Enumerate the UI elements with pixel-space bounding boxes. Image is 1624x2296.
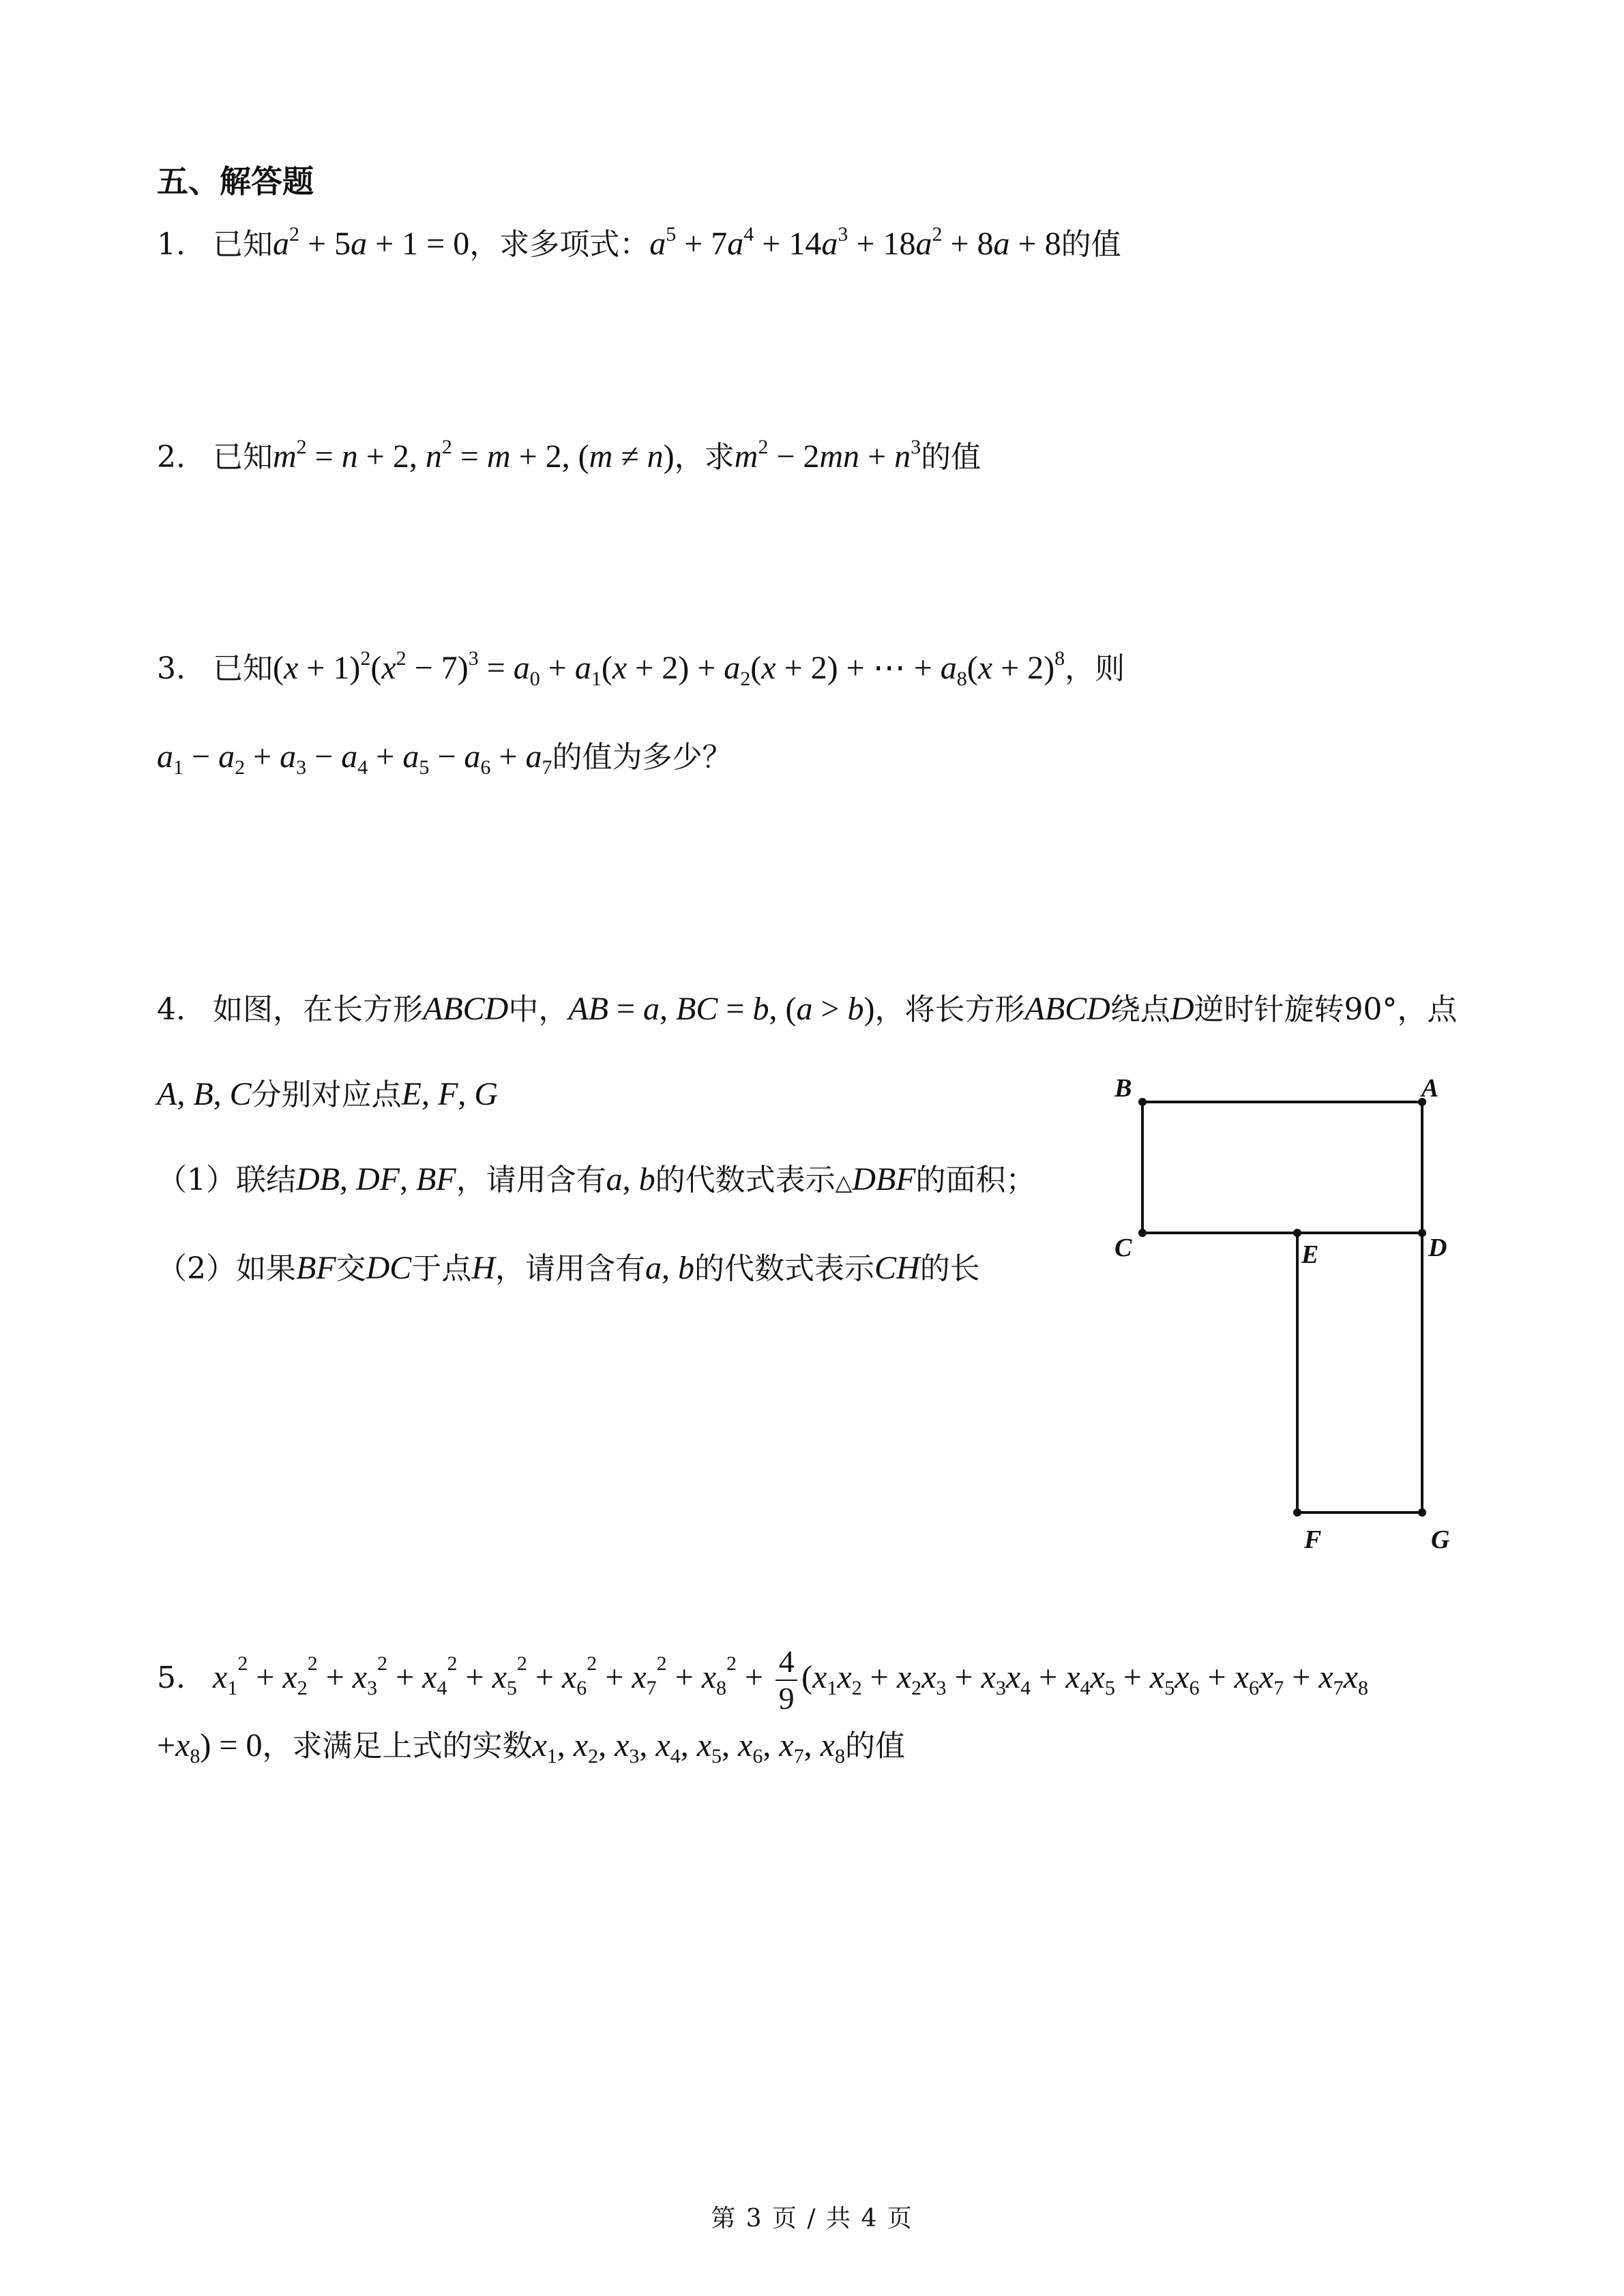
problem-text: 的值 — [1061, 227, 1121, 262]
problem-text: ，求多项式： — [469, 227, 650, 262]
problem-text: ，点 — [1397, 992, 1458, 1027]
label-d: D — [1428, 1234, 1447, 1262]
rectangle-efgd — [1297, 1233, 1422, 1512]
problem-text: 中， — [508, 992, 569, 1027]
problem-text: ，将长方形 — [874, 992, 1025, 1027]
problem-text: ，求 — [674, 440, 735, 475]
equation: $a^2 + 5a + 1 = 0$ — [273, 223, 470, 262]
problem-5 — [157, 1637, 1368, 1719]
problem-text: 已知 — [213, 440, 273, 475]
problem-number: 3. — [157, 651, 186, 686]
problem-4-q2: （2）如果BF交DC于点H，请用含有a, b的代数式表示CH的长 — [157, 1250, 980, 1286]
problem-text: ，则 — [1065, 651, 1125, 686]
problem-text: ，请用含有 — [456, 1163, 606, 1197]
problem-1 — [157, 224, 1121, 265]
equation: $m^2 = n + 2$, $n^2 = m + 2$, (m ≠ n) — [273, 436, 675, 475]
problem-number: 5. — [157, 1660, 186, 1695]
section-heading: 五、解答题 — [157, 163, 314, 200]
equation: $(x + 1)^2(x^2 - 7)^3 = a_0 + a_1(x + 2) + a_2(x + 2)$ + ⋯ + $a_8(x + 2)^8$ — [273, 647, 1065, 690]
problem-4: 4. 如图，在长方形ABCD中，AB = a, BC = b, (a > b)，将长方形ABCD绕点D逆时针旋转90°，点 — [157, 989, 1458, 1030]
problem-3 — [157, 648, 1125, 689]
problem-4-cont: A, B, C分别对应点E, F, G — [157, 1076, 498, 1112]
rectangle-figure — [1091, 1064, 1528, 1568]
problem-number: 2. — [157, 440, 186, 475]
problem-3-cont — [157, 736, 732, 778]
fraction: $\frac{4}{9}$ — [776, 1644, 797, 1716]
rectangle-abcd — [1142, 1102, 1422, 1233]
label-c: C — [1114, 1234, 1132, 1262]
problem-text: 的面积； — [915, 1163, 1036, 1197]
problem-text: 的值为多少？ — [552, 740, 733, 775]
problem-text: 交 — [336, 1251, 366, 1286]
problem-text: 的长 — [919, 1251, 980, 1286]
problem-text: 的代数式表示 — [655, 1163, 836, 1197]
problem-text: 的值 — [921, 440, 981, 475]
polynomial: $a^5 + 7a^4 + 14a^3 + 18a^2 + 8a + 8$ — [649, 223, 1061, 262]
problem-text: 已知 — [213, 651, 273, 686]
expression: $m^2 - 2mn + n^3$ — [734, 436, 921, 475]
problem-number: 1. — [157, 227, 186, 262]
problem-text: （2）如果 — [157, 1251, 296, 1286]
problem-text: 如图，在长方形 — [213, 992, 423, 1027]
label-e: E — [1301, 1240, 1319, 1269]
label-b: B — [1114, 1074, 1132, 1103]
problem-number: 4. — [157, 992, 186, 1027]
equation: $x_1^2 + x_2^2 + x_3^2 + x_4^2 + x_5^2 + x_6^2 + x_7^2 + x_8^2$ + $\frac{4}{9}$ ($x_1x_2 + x_2x_3 + x_3x_4 + x_4x_5 + x_5x_6 + x_6x_7 + x_7x_8$ — [213, 1643, 1368, 1716]
problem-text: 的代数式表示 — [694, 1251, 874, 1286]
problem-text: 逆时针旋转 — [1194, 992, 1344, 1027]
condition: AB = a, BC = b, (a > b) — [568, 991, 875, 1027]
problem-5-cont: $+x_8) = 0$，求满足上式的实数$x_1$, $x_2$, $x_3$, $x_4$, $x_5$, $x_6$, $x_7$, $x_8$的值 — [157, 1727, 905, 1768]
problem-text: ，请用含有 — [495, 1251, 645, 1286]
problem-text: 绕点 — [1110, 992, 1170, 1027]
problem-text: ，求满足上式的实数 — [262, 1729, 533, 1763]
problem-text: 分别对应点 — [251, 1077, 402, 1112]
problem-text: 于点 — [411, 1251, 472, 1286]
page-footer: 第 3 页 / 共 4 页 — [711, 2205, 913, 2233]
rotation-angle: 90° — [1344, 992, 1398, 1027]
label-a: A — [1421, 1074, 1439, 1103]
problem-4-q1: （1）联结DB, DF, BF，请用含有a, b的代数式表示△DBF的面积； — [157, 1161, 1036, 1197]
label-f: F — [1304, 1525, 1322, 1554]
expression: $a_1 - a_2 + a_3 - a_4 + a_5 - a_6 + a_7$ — [157, 739, 552, 779]
problem-text: （1）联结 — [157, 1163, 296, 1197]
problem-text: 已知 — [213, 227, 273, 262]
problem-text: 的值 — [844, 1729, 905, 1763]
problem-2 — [157, 436, 981, 478]
label-g: G — [1431, 1525, 1450, 1554]
